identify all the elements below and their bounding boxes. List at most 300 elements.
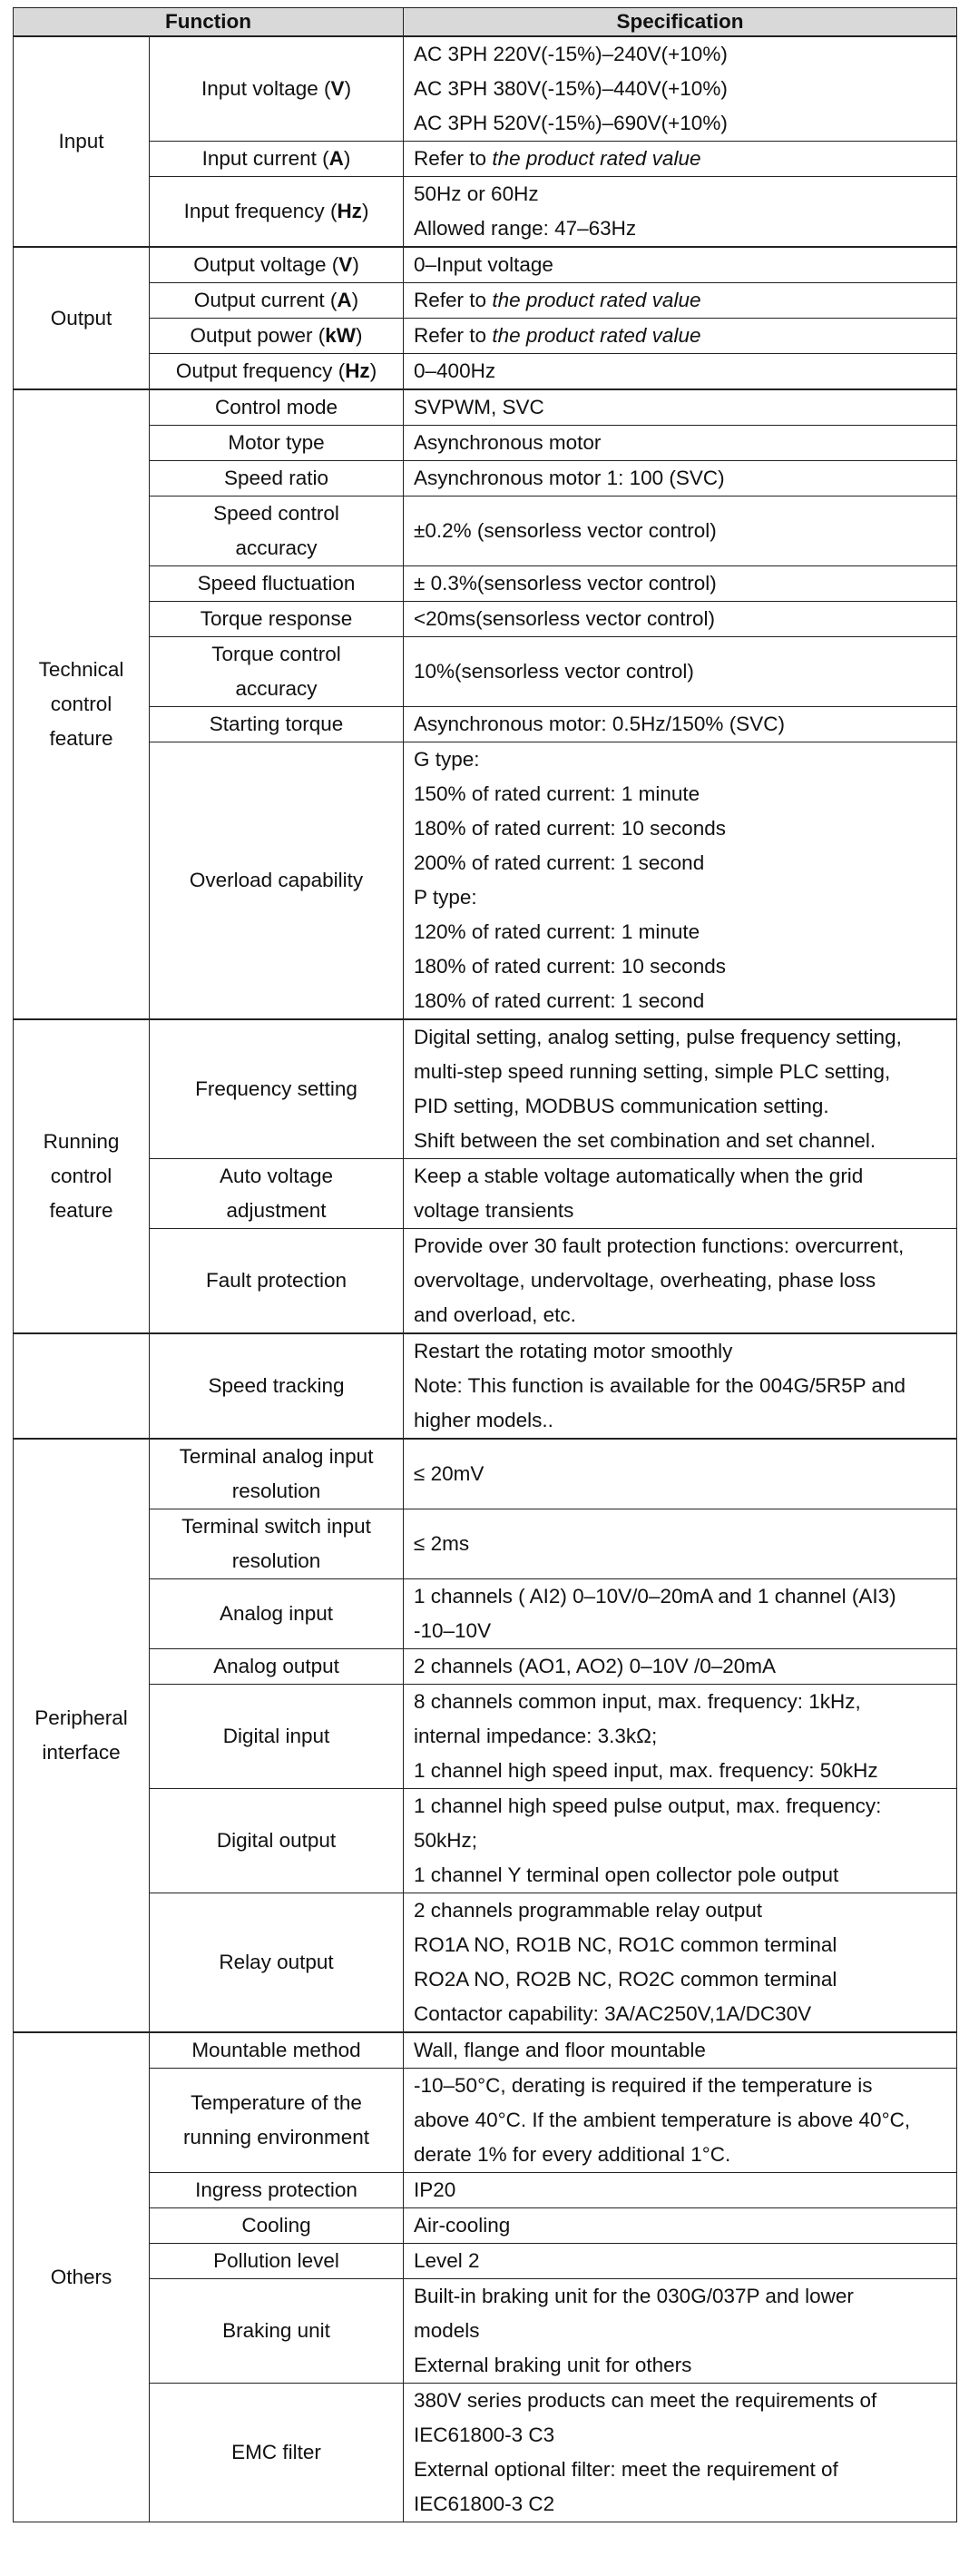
function-cell-speed-control-accuracy	[150, 497, 404, 566]
spec-text: Digital setting, analog setting, pulse frequency setting,	[414, 1026, 902, 1048]
spec-text: multi-step speed running setting, simple PLC setting,	[414, 1060, 891, 1083]
table-row	[14, 461, 957, 497]
function-name-line: Input current (A)	[201, 147, 351, 170]
function-header: Function	[14, 8, 404, 37]
table-row	[14, 1579, 957, 1649]
spec-text: 180% of rated current: 10 seconds	[414, 817, 726, 840]
spec-line	[414, 1614, 946, 1648]
function-name-line: Output frequency (Hz)	[175, 359, 377, 382]
spec-text: 1 channel Y terminal open collector pole output	[414, 1863, 839, 1886]
function-name-line: Braking unit	[222, 2319, 330, 2342]
table-row	[14, 2279, 957, 2384]
function-cell-terminal-switch-input-resolution	[150, 1509, 404, 1579]
spec-text: -10–50°C, derating is required if the temperature is	[414, 2074, 873, 2097]
function-cell-speed-tracking	[150, 1333, 404, 1439]
spec-line	[414, 1754, 946, 1788]
group-name-line: Others	[50, 2266, 113, 2288]
specification-body	[14, 36, 957, 2522]
spec-text: models	[414, 2319, 480, 2342]
spec-cell-frequency-setting	[404, 1019, 957, 1159]
table-row	[14, 497, 957, 566]
table-row	[14, 426, 957, 461]
spec-text: ≤ 20mV	[414, 1462, 484, 1485]
spec-line	[414, 2418, 946, 2453]
spec-line	[414, 1369, 946, 1403]
spec-text: ± 0.3%(sensorless vector control)	[414, 572, 717, 595]
unit-label: V	[338, 253, 353, 276]
function-cell-pollution-level	[150, 2244, 404, 2279]
spec-cell-temperature-of-the-running-environment	[404, 2069, 957, 2173]
spec-line	[414, 283, 946, 318]
emphasis-text: the product rated value	[492, 289, 701, 311]
spec-text: IEC61800-3 C2	[414, 2492, 555, 2515]
spec-line	[414, 2279, 946, 2314]
spec-text: and overload, etc.	[414, 1303, 576, 1326]
function-name-line: Starting torque	[209, 713, 344, 735]
group-name-line: Running	[43, 1130, 120, 1153]
function-cell-terminal-analog-input-resolution	[150, 1439, 404, 1509]
spec-text: G type:	[414, 748, 480, 771]
spec-text: 2 channels (AO1, AO2) 0–10V /0–20mA	[414, 1655, 777, 1677]
spec-line	[414, 1858, 946, 1893]
spec-text: AC 3PH 220V(-15%)–240V(+10%)	[414, 43, 728, 65]
function-name-line: adjustment	[226, 1199, 327, 1222]
function-cell-control-mode	[150, 389, 404, 426]
spec-cell-motor-type	[404, 426, 957, 461]
unit-label: Hz	[337, 200, 362, 222]
group-input-cell	[14, 36, 150, 247]
spec-text: AC 3PH 380V(-15%)–440V(+10%)	[414, 77, 728, 100]
spec-cell-starting-torque	[404, 707, 957, 742]
spec-text: IEC61800-3 C3	[414, 2424, 555, 2446]
table-row	[14, 2244, 957, 2279]
spec-line	[414, 1334, 946, 1369]
spec-line	[414, 566, 946, 601]
function-cell-input-voltage	[150, 36, 404, 142]
function-name-line: Ingress protection	[195, 2178, 357, 2201]
function-name-line: accuracy	[235, 677, 318, 700]
spec-line	[414, 514, 946, 548]
spec-line	[414, 211, 946, 246]
unit-label: A	[337, 289, 352, 311]
spec-line	[414, 2453, 946, 2487]
spec-cell-auto-voltage-adjustment	[404, 1159, 957, 1229]
spec-line	[414, 461, 946, 496]
function-cell-output-power	[150, 319, 404, 354]
spec-line	[414, 72, 946, 106]
emphasis-text: the product rated value	[492, 324, 701, 347]
table-row	[14, 742, 957, 1020]
spec-text: Air-cooling	[414, 2214, 511, 2237]
spec-text: Wall, flange and floor mountable	[414, 2039, 706, 2061]
spec-text: 8 channels common input, max. frequency: 1kHz,	[414, 1690, 861, 1713]
table-row	[14, 1229, 957, 1334]
spec-text: Refer to	[414, 147, 493, 170]
spec-line	[414, 1159, 946, 1194]
spec-text: IP20	[414, 2178, 456, 2201]
spec-line	[414, 915, 946, 949]
spec-text: 1 channel high speed pulse output, max. frequency:	[414, 1794, 882, 1817]
spec-text: 2 channels programmable relay output	[414, 1899, 762, 1922]
spec-line	[414, 319, 946, 353]
table-row	[14, 707, 957, 742]
spec-text: SVPWM, SVC	[414, 396, 544, 418]
function-name-line: EMC filter	[231, 2441, 321, 2463]
function-cell-analog-input	[150, 1579, 404, 1649]
spec-cell-relay-output	[404, 1893, 957, 2033]
spec-text: Built-in braking unit for the 030G/037P and lower	[414, 2285, 854, 2307]
group-name-line: interface	[42, 1741, 121, 1764]
function-cell-speed-fluctuation	[150, 566, 404, 602]
table-row	[14, 2384, 957, 2522]
table-row	[14, 1789, 957, 1893]
spec-text: Asynchronous motor: 0.5Hz/150% (SVC)	[414, 713, 785, 735]
function-name-line: Output power (kW)	[190, 324, 363, 347]
function-name-line: Speed control	[213, 502, 339, 525]
function-name-line: Fault protection	[205, 1269, 347, 1292]
spec-cell-emc-filter	[404, 2384, 957, 2522]
spec-cell-digital-input	[404, 1685, 957, 1789]
spec-cell-output-frequency	[404, 354, 957, 390]
spec-text: 150% of rated current: 1 minute	[414, 782, 700, 805]
spec-line	[414, 1997, 946, 2031]
function-name-line: Torque response	[200, 607, 353, 630]
function-name-line: Mountable method	[191, 2039, 361, 2061]
table-row	[14, 1509, 957, 1579]
function-name-line: running environment	[182, 2126, 370, 2148]
function-name-line: Motor type	[228, 431, 325, 454]
group-name-line: Peripheral	[34, 1706, 128, 1729]
table-row	[14, 1019, 957, 1159]
spec-line	[414, 2103, 946, 2138]
spec-text: P type:	[414, 886, 477, 909]
group-output-cell	[14, 247, 150, 389]
spec-cell-ingress-protection	[404, 2173, 957, 2208]
spec-cell-speed-control-accuracy	[404, 497, 957, 566]
function-cell-digital-input	[150, 1685, 404, 1789]
function-name-line: Auto voltage	[219, 1165, 334, 1187]
spec-text: PID setting, MODBUS communication setting.	[414, 1095, 829, 1117]
spec-line	[414, 2487, 946, 2522]
spec-text: 0–400Hz	[414, 359, 496, 382]
function-cell-motor-type	[150, 426, 404, 461]
spec-cell-mountable-method	[404, 2032, 957, 2069]
spec-line	[414, 602, 946, 636]
spec-text: 0–Input voltage	[414, 253, 553, 276]
group-continued-cell	[14, 1333, 150, 1439]
spec-line	[414, 142, 946, 176]
spec-text: RO2A NO, RO2B NC, RO2C common terminal	[414, 1968, 837, 1991]
spec-line	[414, 880, 946, 915]
function-name-line: Control mode	[214, 396, 338, 418]
spec-line	[414, 2033, 946, 2068]
group-running-control-feature-cell	[14, 1019, 150, 1333]
unit-label: V	[330, 77, 345, 100]
spec-cell-output-current	[404, 283, 957, 319]
table-row	[14, 1159, 957, 1229]
group-technical-control-feature-cell	[14, 389, 150, 1019]
spec-line	[414, 1457, 946, 1491]
function-cell-output-current	[150, 283, 404, 319]
unit-label: A	[328, 147, 344, 170]
spec-line	[414, 2069, 946, 2103]
function-name-line: Output current (A)	[193, 289, 359, 311]
spec-text: 1 channels ( AI2) 0–10V/0–20mA and 1 channel (AI3)	[414, 1585, 896, 1608]
table-row	[14, 2032, 957, 2069]
spec-text: derate 1% for every additional 1°C.	[414, 2143, 731, 2166]
group-name-line: control	[50, 1165, 113, 1187]
spec-cell-output-voltage	[404, 247, 957, 283]
spec-text: 120% of rated current: 1 minute	[414, 920, 700, 943]
table-row	[14, 1893, 957, 2033]
spec-text: Contactor capability: 3A/AC250V,1A/DC30V	[414, 2002, 812, 2025]
table-row	[14, 389, 957, 426]
function-name-line: Analog input	[219, 1602, 334, 1625]
spec-line	[414, 984, 946, 1018]
function-name-line: accuracy	[235, 536, 318, 559]
group-others-cell	[14, 2032, 150, 2522]
function-cell-digital-output	[150, 1789, 404, 1893]
spec-line	[414, 1194, 946, 1228]
group-name-line: Input	[58, 130, 104, 152]
group-name-line: feature	[49, 1199, 113, 1222]
function-cell-output-voltage	[150, 247, 404, 283]
function-name-line: Digital input	[222, 1725, 330, 1747]
spec-text: Shift between the set combination and set channel.	[414, 1129, 876, 1152]
spec-cell-speed-tracking	[404, 1333, 957, 1439]
spec-text: 380V series products can meet the requirements of	[414, 2389, 877, 2412]
group-name-line: Technical	[38, 658, 124, 681]
function-name-line: Digital output	[216, 1829, 337, 1852]
spec-cell-terminal-analog-input-resolution	[404, 1439, 957, 1509]
function-cell-emc-filter	[150, 2384, 404, 2522]
table-row	[14, 142, 957, 177]
spec-text: above 40°C. If the ambient temperature is above 40°C,	[414, 2109, 911, 2131]
table-row	[14, 1649, 957, 1685]
spec-text: Refer to	[414, 324, 493, 347]
spec-line	[414, 949, 946, 984]
spec-text: ±0.2% (sensorless vector control)	[414, 519, 717, 542]
spec-line	[414, 2244, 946, 2278]
spec-line	[414, 1229, 946, 1263]
spec-text: Provide over 30 fault protection functions: overcurrent,	[414, 1234, 905, 1257]
spec-cell-output-power	[404, 319, 957, 354]
spec-cell-analog-input	[404, 1579, 957, 1649]
spec-line	[414, 1962, 946, 1997]
spec-text: 50kHz;	[414, 1829, 478, 1852]
function-name-line: Torque control	[211, 643, 341, 665]
spec-cell-braking-unit	[404, 2279, 957, 2384]
table-row	[14, 637, 957, 707]
spec-cell-input-frequency	[404, 177, 957, 248]
spec-line	[414, 1893, 946, 1928]
spec-text: 180% of rated current: 1 second	[414, 989, 705, 1012]
function-cell-frequency-setting	[150, 1019, 404, 1159]
spec-line	[414, 2173, 946, 2207]
spec-text: overvoltage, undervoltage, overheating, phase loss	[414, 1269, 876, 1292]
function-cell-input-frequency	[150, 177, 404, 248]
spec-text: ≤ 2ms	[414, 1532, 470, 1555]
function-name-line: Pollution level	[213, 2249, 339, 2272]
spec-cell-fault-protection	[404, 1229, 957, 1334]
function-name-line: resolution	[231, 1549, 321, 1572]
function-cell-cooling	[150, 2208, 404, 2244]
table-row	[14, 354, 957, 390]
function-cell-torque-control-accuracy	[150, 637, 404, 707]
spec-text: Note: This function is available for the 004G/5R5P and	[414, 1374, 906, 1397]
unit-label: kW	[325, 324, 357, 347]
function-name-line: Speed tracking	[208, 1374, 345, 1397]
spec-text: 200% of rated current: 1 second	[414, 851, 705, 874]
spec-line	[414, 248, 946, 282]
spec-cell-cooling	[404, 2208, 957, 2244]
function-cell-fault-protection	[150, 1229, 404, 1334]
spec-cell-pollution-level	[404, 2244, 957, 2279]
table-row	[14, 2069, 957, 2173]
spec-text: Restart the rotating motor smoothly	[414, 1340, 733, 1362]
header-row	[14, 8, 957, 37]
spec-text: <20ms(sensorless vector control)	[414, 607, 716, 630]
spec-line	[414, 354, 946, 388]
spec-line	[414, 1055, 946, 1089]
table-row	[14, 2208, 957, 2244]
function-cell-speed-ratio	[150, 461, 404, 497]
function-name-line: Frequency setting	[195, 1077, 357, 1100]
group-name-line: Output	[50, 306, 113, 329]
function-cell-auto-voltage-adjustment	[150, 1159, 404, 1229]
spec-text: RO1A NO, RO1B NC, RO1C common terminal	[414, 1933, 837, 1956]
function-name-line: Overload capability	[189, 869, 364, 891]
function-name-line: Relay output	[219, 1951, 334, 1973]
table-row	[14, 247, 957, 283]
spec-line	[414, 1824, 946, 1858]
group-name-line: control	[50, 693, 113, 715]
spec-line	[414, 1124, 946, 1158]
function-cell-input-current	[150, 142, 404, 177]
spec-line	[414, 390, 946, 425]
function-cell-torque-response	[150, 602, 404, 637]
function-name-line: Terminal analog input	[179, 1445, 374, 1468]
function-cell-braking-unit	[150, 2279, 404, 2384]
function-name-line: Temperature of the	[191, 2091, 362, 2114]
specification-header: Specification	[404, 8, 957, 37]
spec-line	[414, 426, 946, 460]
spec-text: External braking unit for others	[414, 2354, 692, 2376]
specification-table	[13, 7, 957, 2522]
function-cell-overload-capability	[150, 742, 404, 1020]
function-cell-ingress-protection	[150, 2173, 404, 2208]
spec-line	[414, 1579, 946, 1614]
spec-cell-input-current	[404, 142, 957, 177]
spec-line	[414, 1789, 946, 1824]
function-name-line: Output voltage (V)	[193, 253, 359, 276]
spec-line	[414, 1020, 946, 1055]
unit-label: Hz	[345, 359, 370, 382]
spec-line	[414, 1719, 946, 1754]
group-name-line: feature	[49, 727, 113, 750]
function-name-line: Speed ratio	[223, 467, 329, 489]
spec-text: 1 channel high speed input, max. frequency: 50kHz	[414, 1759, 878, 1782]
table-row	[14, 1685, 957, 1789]
emphasis-text: the product rated value	[492, 147, 701, 170]
group-peripheral-interface-cell	[14, 1439, 150, 2032]
spec-line	[414, 2138, 946, 2172]
spec-cell-digital-output	[404, 1789, 957, 1893]
function-cell-analog-output	[150, 1649, 404, 1685]
spec-text: AC 3PH 520V(-15%)–690V(+10%)	[414, 112, 728, 134]
spec-line	[414, 742, 946, 777]
function-name-line: Input frequency (Hz)	[183, 200, 369, 222]
spec-line	[414, 2314, 946, 2348]
table-row	[14, 36, 957, 142]
spec-text: 10%(sensorless vector control)	[414, 660, 694, 683]
spec-text: Allowed range: 47–63Hz	[414, 217, 637, 240]
function-cell-starting-torque	[150, 707, 404, 742]
spec-text: 50Hz or 60Hz	[414, 182, 539, 205]
spec-line	[414, 2208, 946, 2243]
spec-text: internal impedance: 3.3kΩ;	[414, 1725, 658, 1747]
table-row	[14, 566, 957, 602]
spec-line	[414, 1263, 946, 1298]
table-row	[14, 177, 957, 248]
spec-line	[414, 37, 946, 72]
spec-line	[414, 1527, 946, 1561]
spec-cell-torque-response	[404, 602, 957, 637]
spec-line	[414, 811, 946, 846]
spec-line	[414, 2348, 946, 2383]
function-name-line: Input voltage (V)	[201, 77, 352, 100]
function-name-line: resolution	[231, 1480, 321, 1502]
spec-line	[414, 846, 946, 880]
spec-text: 180% of rated current: 10 seconds	[414, 955, 726, 978]
spec-text: External optional filter: meet the requirement of	[414, 2458, 838, 2481]
table-row	[14, 319, 957, 354]
spec-line	[414, 1928, 946, 1962]
function-name-line: Terminal switch input	[181, 1515, 371, 1538]
spec-line	[414, 654, 946, 689]
spec-text: -10–10V	[414, 1619, 492, 1642]
spec-cell-speed-ratio	[404, 461, 957, 497]
spec-line	[414, 177, 946, 211]
spec-line	[414, 1089, 946, 1124]
spec-cell-speed-fluctuation	[404, 566, 957, 602]
spec-line	[414, 1649, 946, 1684]
function-cell-output-frequency	[150, 354, 404, 390]
spec-line	[414, 707, 946, 742]
spec-text: Asynchronous motor 1: 100 (SVC)	[414, 467, 725, 489]
table-row	[14, 2173, 957, 2208]
spec-line	[414, 1685, 946, 1719]
spec-line	[414, 777, 946, 811]
function-cell-relay-output	[150, 1893, 404, 2033]
spec-cell-overload-capability	[404, 742, 957, 1020]
function-name-line: Cooling	[241, 2214, 311, 2237]
spec-cell-torque-control-accuracy	[404, 637, 957, 707]
spec-cell-terminal-switch-input-resolution	[404, 1509, 957, 1579]
function-cell-mountable-method	[150, 2032, 404, 2069]
table-row	[14, 1439, 957, 1509]
spec-cell-analog-output	[404, 1649, 957, 1685]
spec-line	[414, 2384, 946, 2418]
spec-line	[414, 106, 946, 141]
spec-line	[414, 1403, 946, 1438]
spec-text: Level 2	[414, 2249, 480, 2272]
table-row	[14, 602, 957, 637]
spec-text: voltage transients	[414, 1199, 574, 1222]
function-cell-temperature-of-the-running-environment	[150, 2069, 404, 2173]
spec-text: higher models..	[414, 1409, 553, 1431]
table-row	[14, 283, 957, 319]
